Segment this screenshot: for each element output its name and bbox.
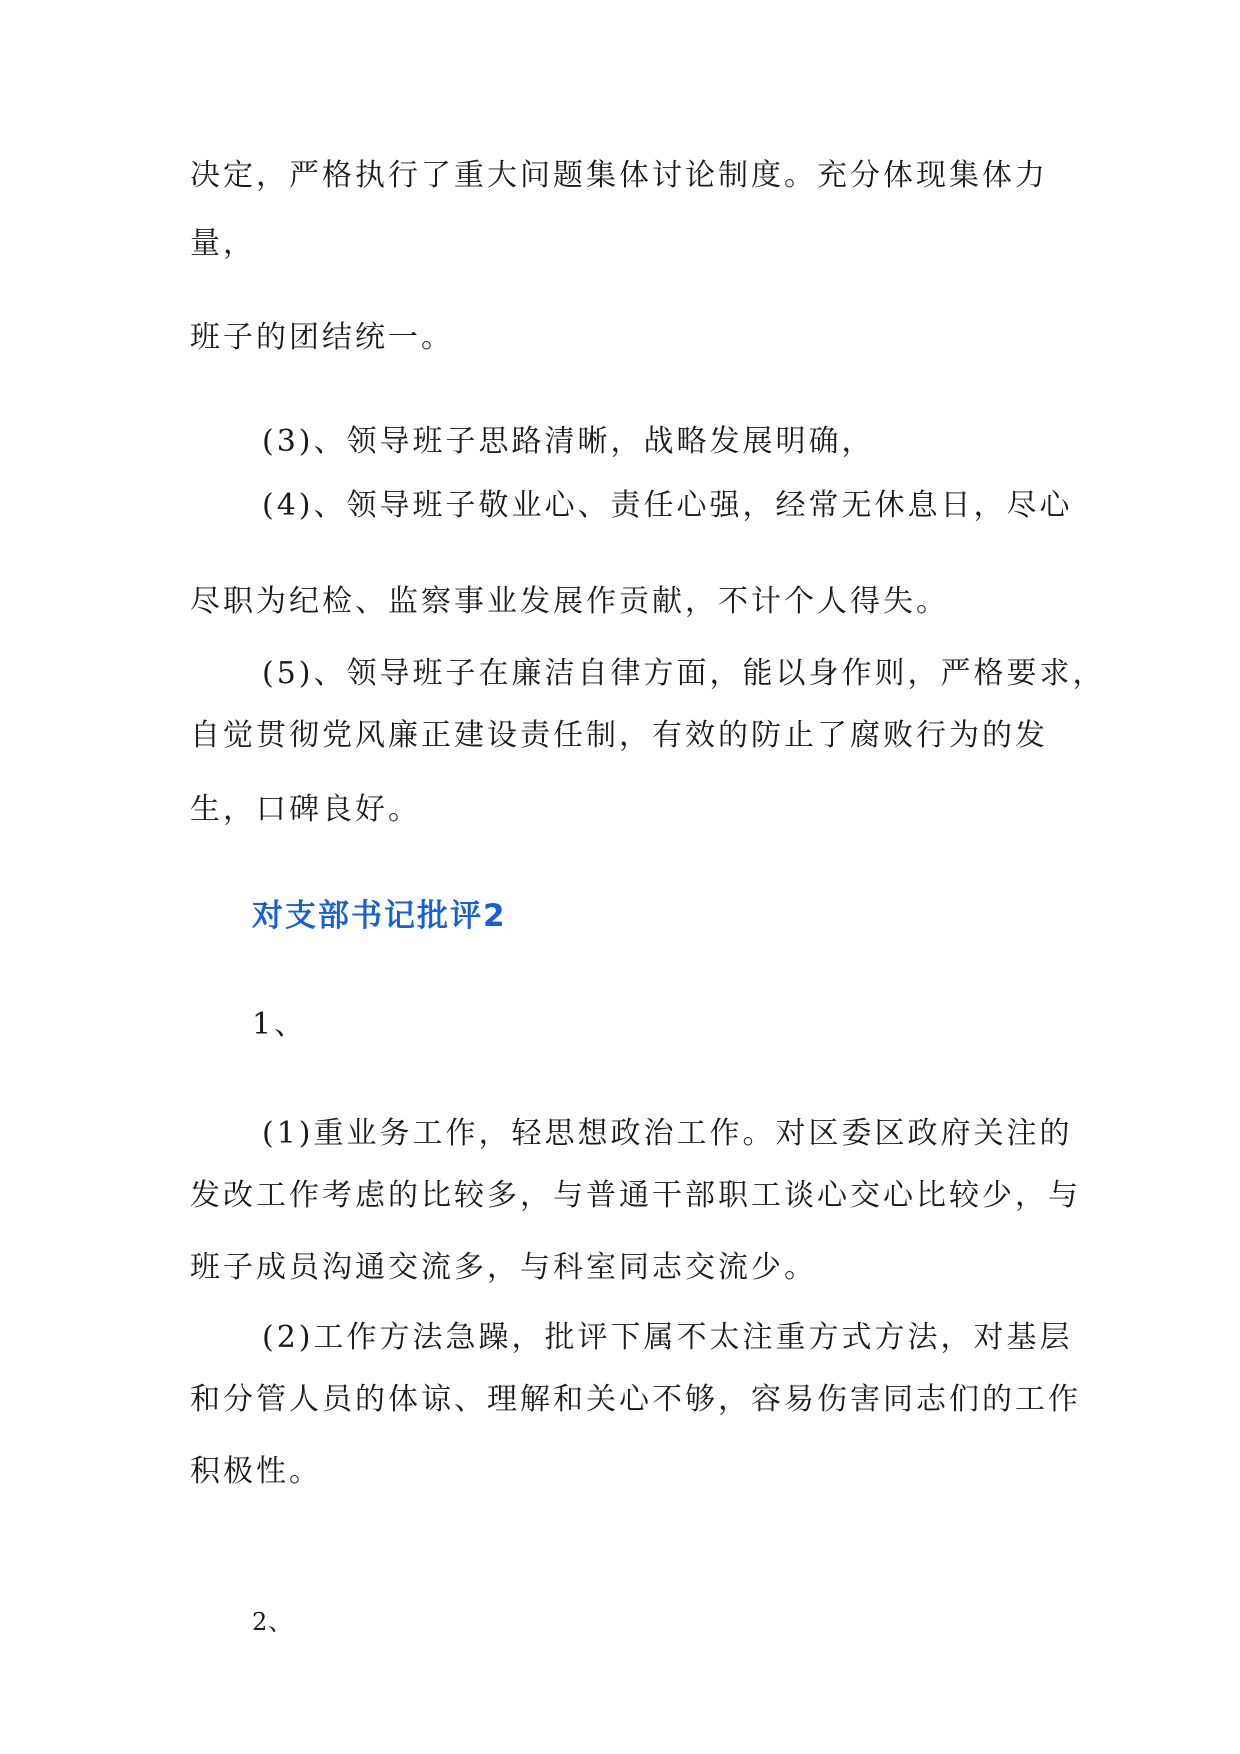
paragraph-line: 积极性。: [190, 1454, 322, 1489]
list-item-1: (1)重业务工作，轻思想政治工作。对区委区政府关注的: [262, 1116, 1073, 1151]
list-item-4: (4)、领导班子敬业心、责任心强，经常无休息日，尽心: [262, 488, 1073, 523]
paragraph-line: 量，: [190, 226, 256, 261]
list-item-5: (5)、领导班子在廉洁自律方面，能以身作则，严格要求，: [262, 656, 1106, 691]
paragraph-line: 和分管人员的体谅、理解和关心不够，容易伤害同志们的工作: [190, 1382, 1081, 1417]
list-item-2: (2)工作方法急躁，批评下属不太注重方式方法，对基层: [262, 1320, 1073, 1355]
paragraph-line: 尽职为纪检、监察事业发展作贡献，不计个人得失。: [190, 584, 949, 619]
section-heading: 对支部书记批评2: [252, 898, 507, 934]
list-item-3: (3)、领导班子思路清晰，战略发展明确，: [262, 424, 875, 459]
paragraph-line: 决定，严格执行了重大问题集体讨论制度。充分体现集体力: [190, 158, 1048, 193]
section-number-1: 1、: [252, 1007, 308, 1042]
paragraph-line: 生，口碑良好。: [190, 792, 421, 827]
paragraph-line: 班子的团结统一。: [190, 320, 454, 355]
paragraph-line: 班子成员沟通交流多，与科室同志交流少。: [190, 1250, 817, 1285]
paragraph-line: 自觉贯彻党风廉正建设责任制，有效的防止了腐败行为的发: [190, 718, 1048, 753]
paragraph-line: 发改工作考虑的比较多，与普通干部职工谈心交心比较少，与: [190, 1178, 1081, 1213]
section-number-2: 2、: [252, 1608, 294, 1636]
